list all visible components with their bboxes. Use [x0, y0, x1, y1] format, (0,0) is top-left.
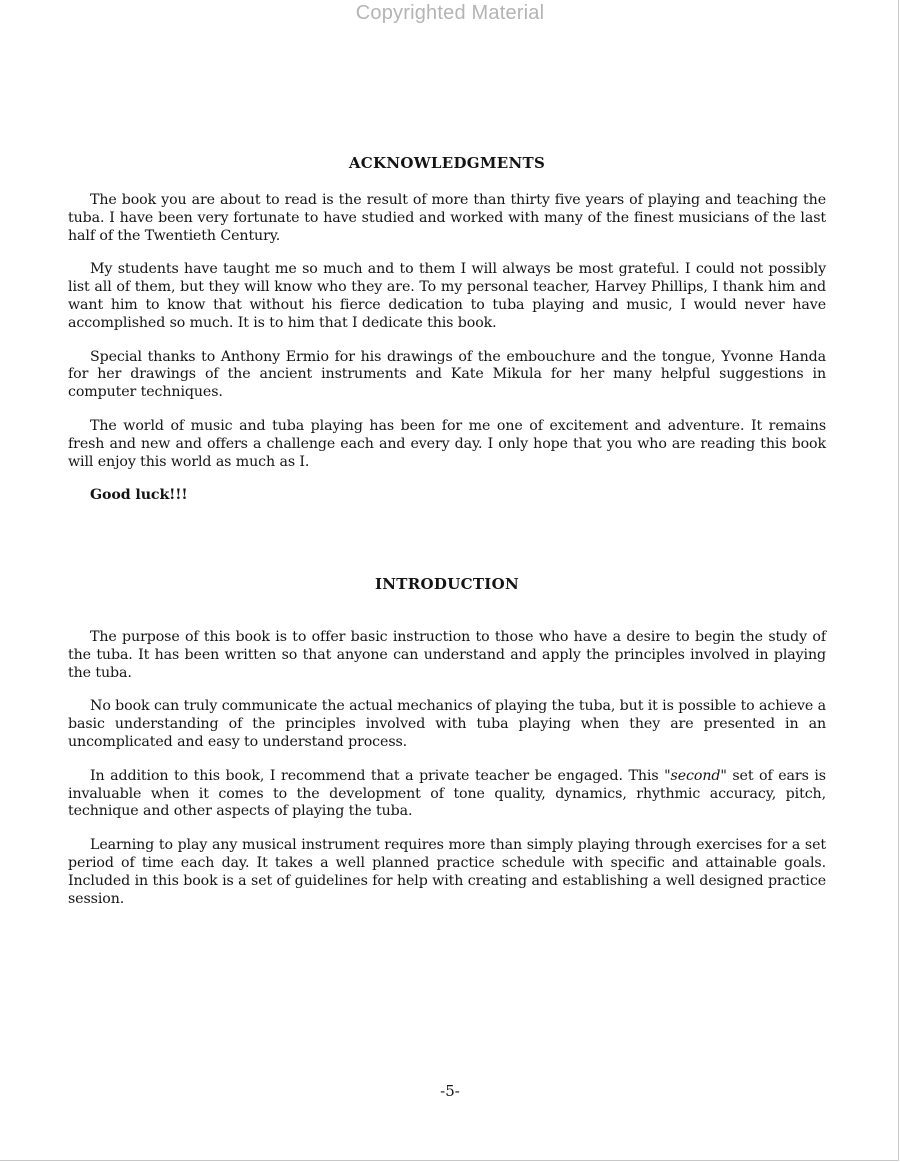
introduction-section — [68, 575, 826, 924]
page-number: -5- — [440, 1082, 460, 1100]
acknowledgments-section — [68, 154, 826, 521]
teacher-text-before: In addition to this book, I recommend that a private teacher be engaged. This — [90, 767, 665, 784]
acknowledgments-paragraph: The world of music and tuba playing has been for me one of excitement and adventure. It remains fresh and new and offers a challenge each and every day. I only hope that you who are reading this book will enjoy this world as much as I. — [68, 417, 826, 470]
acknowledgments-heading: ACKNOWLEDGMENTS — [348, 154, 546, 172]
second-emphasis: "second" — [664, 767, 727, 784]
introduction-paragraph: No book can truly communicate the actual mechanics of playing the tuba, but it is possible to achieve a basic understanding of the principles involved with tuba playing when they are presented in an uncomplicated and easy to understand process. — [68, 698, 826, 750]
introduction-paragraph: Learning to play any musical instrument requires more than simply playing through exercises for a set period of time each day. It takes a well planned practice schedule with specific and attainable goals. Included in this book is a set of guidelines for help with creating and establishing a well designed practice session. — [68, 837, 826, 907]
private-teacher-paragraph — [68, 768, 826, 821]
acknowledgments-paragraph: My students have taught me so much and to them I will always be most grateful. I could not possibly list all of them, but they will know who they are. To my personal teacher, Harvey Phillips, I thank him and want him to know that without his fierce dedication to tuba playing and music, I would never have accomplished so much. It is to him that I dedicate this book. — [68, 261, 826, 331]
good-luck-closing: Good luck!!! — [90, 487, 188, 504]
introduction-heading: INTRODUCTION — [374, 575, 519, 593]
acknowledgments-paragraph: The book you are about to read is the result of more than thirty five years of playing and teaching the tuba. I have been very fortunate to have studied and worked with many of the finest musicians of the last half of the Twentieth Century. — [68, 192, 826, 244]
teacher-text-after: set of ears is invaluable when it comes to the development of tone quality, dynamics, rhythmic accuracy, pitch, technique and other aspects of playing the tuba. — [68, 767, 826, 820]
introduction-paragraph: The purpose of this book is to offer basic instruction to those who have a desire to begin the study of the tuba. It has been written so that anyone can understand and apply the principles involved in playing the tuba. — [68, 629, 826, 681]
acknowledgments-paragraph: Special thanks to Anthony Ermio for his drawings of the embouchure and the tongue, Yvonne Handa for her drawings of the ancient instruments and Kate Mikula for her many helpful suggestions in computer techniques. — [68, 348, 826, 401]
copyright-watermark: Copyrighted Material — [355, 2, 545, 24]
